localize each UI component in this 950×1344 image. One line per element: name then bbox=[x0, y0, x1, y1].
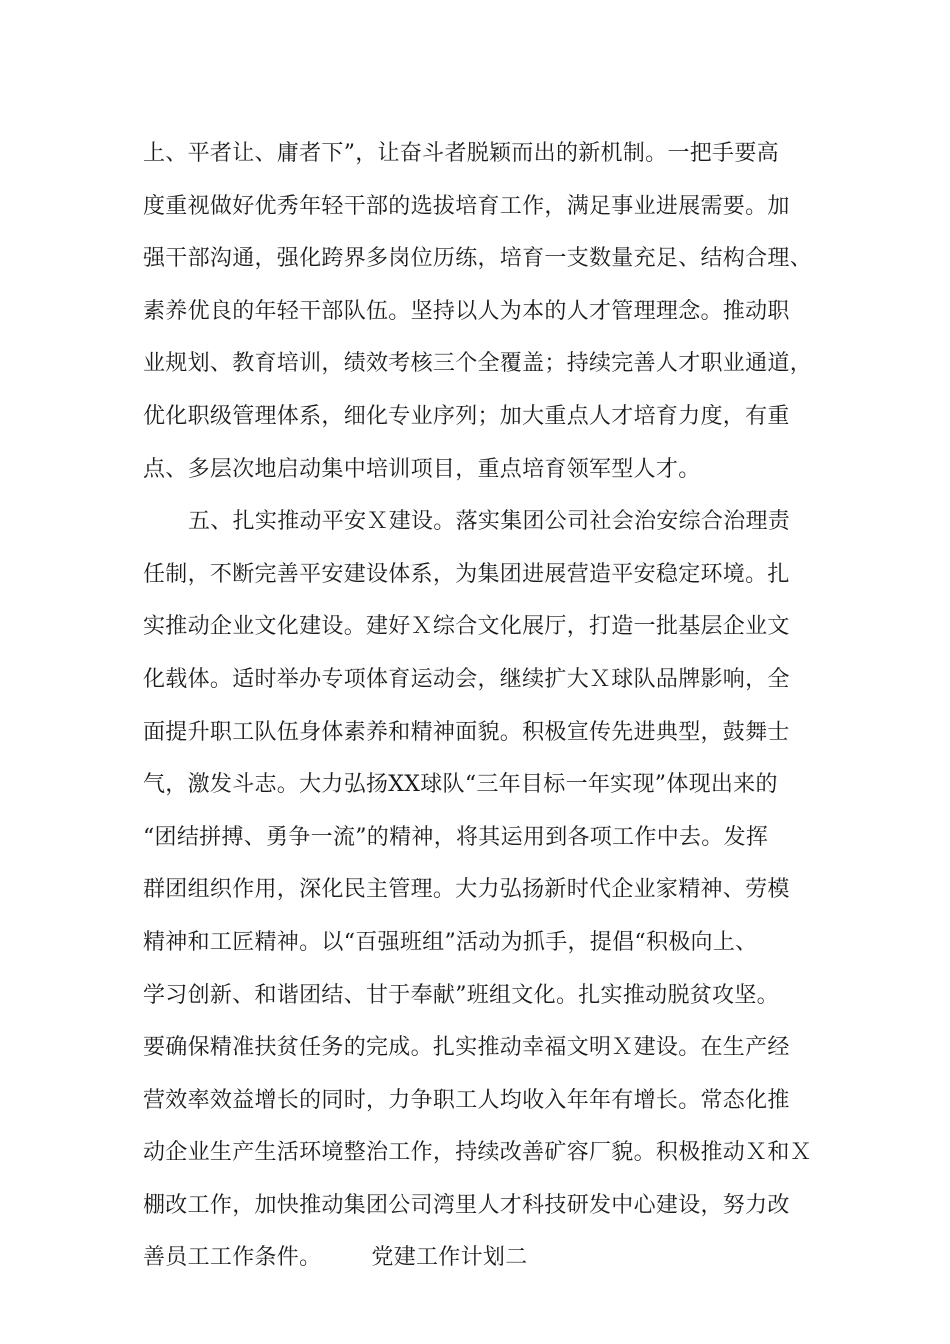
text-line: 化载体。适时举办专项体育运动会，继续扩大Ｘ球队品牌影响，全 bbox=[143, 666, 790, 692]
text-line-last bbox=[143, 1232, 833, 1285]
text-line: 群团组织作用，深化民主管理。大力弘扬新时代企业家精神、劳模 bbox=[143, 877, 790, 903]
body-text bbox=[143, 128, 833, 1285]
paragraph-end-text: 善员工工作条件。 bbox=[143, 1245, 322, 1271]
text-line: 上、平者让、庸者下”，让奋斗者脱颖而出的新机制。一把手要高 bbox=[143, 141, 779, 166]
text-line: 优化职级管理体系，细化专业序列；加大重点人才培育力度，有重 bbox=[143, 403, 790, 429]
text-line: 营效率效益增长的同时，力争职工人均收入年年有增长。常态化推 bbox=[143, 1087, 790, 1113]
text-line: 业规划、教育培训，绩效考核三个全覆盖；持续完善人才职业通道， bbox=[143, 351, 813, 377]
paragraph-start-line: 五、扎实推动平安Ｘ建设。落实集团公司社会治安综合治理责 bbox=[188, 509, 791, 535]
text-line: 素养优良的年轻干部队伍。坚持以人为本的人才管理理念。推动职 bbox=[143, 298, 790, 324]
text-line: 面提升职工队伍身体素养和精神面貌。积极宣传先进典型，鼓舞士 bbox=[143, 719, 790, 745]
section-heading: 党建工作计划二 bbox=[371, 1245, 528, 1271]
text-line: 学习创新、和谐团结、甘于奉献”班组文化。扎实推动脱贫攻坚。 bbox=[143, 982, 779, 1008]
text-line: 动企业生产生活环境整治工作，持续改善矿容厂貌。积极推动Ｘ和Ｘ bbox=[143, 1140, 813, 1166]
text-line: 度重视做好优秀年轻干部的选拔培育工作，满足事业进展需要。加 bbox=[143, 193, 790, 219]
text-line: “团结拼搏、勇争一流”的精神，将其运用到各项工作中去。发挥 bbox=[143, 824, 769, 850]
text-line: 气，激发斗志。大力弘扬XX球队“三年目标一年实现”体现出来的 bbox=[143, 772, 778, 798]
text-line: 精神和工匠精神。以“百强班组”活动为抓手，提倡“积极向上、 bbox=[143, 929, 758, 955]
text-line: 任制，不断完善平安建设体系，为集团进展营造平安稳定环境。扎 bbox=[143, 561, 790, 587]
text-line: 点、多层次地启动集中培训项目，重点培育领军型人才。 bbox=[143, 456, 701, 482]
text-line: 强干部沟通，强化跨界多岗位历练，培育一支数量充足、结构合理、 bbox=[143, 246, 813, 272]
text-line: 实推动企业文化建设。建好Ｘ综合文化展厅，打造一批基层企业文 bbox=[143, 614, 790, 640]
text-line: 棚改工作，加快推动集团公司湾里人才科技研发中心建设，努力改 bbox=[143, 1192, 790, 1218]
text-line: 要确保精准扶贫任务的完成。扎实推动幸福文明Ｘ建设。在生产经 bbox=[143, 1035, 790, 1061]
